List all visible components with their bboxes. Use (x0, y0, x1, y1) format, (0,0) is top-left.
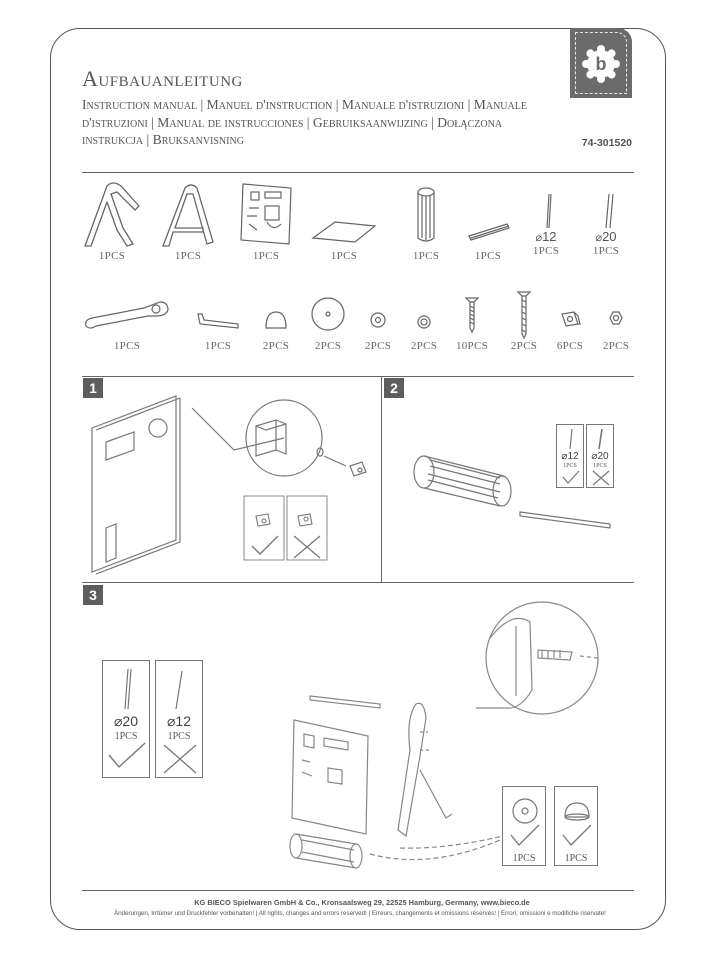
steps-top-divider (82, 376, 634, 377)
part-hex-nut (576, 290, 656, 352)
part-qty: 1PCS (330, 250, 358, 262)
card-qty: 1PCS (114, 731, 138, 742)
part-qty: 1PCS (592, 245, 620, 257)
curved-handle-icon (82, 290, 172, 340)
steps-middle-divider (82, 582, 634, 583)
flat-panel-icon (309, 180, 379, 250)
rod-card-correct (102, 660, 150, 778)
part-flat-panel (304, 180, 384, 262)
page-subtitle: Instruction manual | Manuel d'instruction | Manuale d'istruzioni | Manuale d'istruzioni | Manual de instrucciones | Gebruiksaanwijzing | Dołączona instrukcja | Bruksanvisning (82, 97, 527, 147)
part-thick-rod (566, 180, 646, 257)
part-qty: 1PCS (204, 340, 232, 352)
step-1-drawing (84, 390, 384, 580)
part-qty: 1PCS (113, 340, 141, 352)
legal-disclaimer: Änderungen, Irrtümer und Druckfehler vorbehalten! | All rights, changes and errors reserved! | Erreurs, changements et omissions réservés! | Errori, omissioni e modifiche riservate! (114, 910, 606, 917)
part-activity-board (226, 180, 306, 262)
footer-divider (82, 890, 634, 891)
step-number: 2 (384, 378, 404, 398)
step-number: 1 (83, 378, 103, 398)
activity-board-icon (231, 180, 301, 250)
step-1-orientation-cards (244, 496, 327, 560)
part-qty: 10PCS (455, 340, 489, 352)
card-qty: 1PCS (167, 731, 191, 742)
article-number: 74-301520 (581, 137, 632, 149)
part-qty: 1PCS (98, 250, 126, 262)
rod-diameter: ⌀20 (595, 229, 617, 244)
logo-letter: b (595, 54, 607, 74)
part-qty: 2PCS (314, 340, 342, 352)
part-qty: 2PCS (602, 340, 630, 352)
step-number: 3 (83, 585, 103, 605)
part-qty: 1PCS (174, 250, 202, 262)
card-diameter: ⌀20 (113, 713, 138, 729)
part-qty: 1PCS (474, 250, 502, 262)
part-a-frame-leg-left (72, 180, 152, 262)
flower-logo-icon (570, 28, 632, 98)
part-a-frame-leg-right (148, 180, 228, 262)
a-frame-leg-icon (153, 180, 223, 250)
bieco-logo (570, 28, 632, 98)
cross-icon (593, 471, 609, 485)
card-qty: 1PCS (512, 853, 536, 864)
header-divider (82, 172, 634, 173)
check-icon (563, 825, 591, 845)
hex-nut-icon (576, 290, 656, 340)
a-frame-leg-icon (77, 180, 147, 250)
cross-icon (164, 745, 196, 773)
card-qty: 1PCS (593, 463, 607, 469)
thick-rod-icon (571, 180, 641, 230)
part-qty: 6PCS (556, 340, 584, 352)
part-qty: 2PCS (510, 340, 538, 352)
rod-card-wrong (155, 660, 203, 778)
card-qty: 1PCS (564, 853, 588, 864)
rod-diameter: ⌀12 (535, 229, 557, 244)
check-icon (563, 471, 579, 483)
rod-card-correct (556, 424, 584, 488)
check-icon (109, 743, 145, 767)
part-curved-handle (82, 290, 172, 352)
rod-card-wrong (586, 424, 614, 488)
part-qty: 1PCS (532, 245, 560, 257)
part-qty: 1PCS (412, 250, 440, 262)
card-diameter: ⌀12 (166, 713, 191, 729)
wheel-card (502, 786, 546, 866)
part-qty: 1PCS (252, 250, 280, 262)
check-icon (511, 825, 539, 845)
card-diameter: ⌀12 (561, 451, 579, 462)
company-address: KG BIECO Spielwaren GmbH & Co., Kronsaalsweg 29, 22525 Hamburg, Germany, www.bieco.de (194, 898, 530, 907)
page-title: Aufbauanleitung (82, 66, 243, 91)
part-qty: 2PCS (364, 340, 392, 352)
cap-card (554, 786, 598, 866)
card-diameter: ⌀20 (591, 451, 609, 462)
part-qty: 2PCS (262, 340, 290, 352)
part-qty: 2PCS (410, 340, 438, 352)
card-qty: 1PCS (563, 463, 577, 469)
